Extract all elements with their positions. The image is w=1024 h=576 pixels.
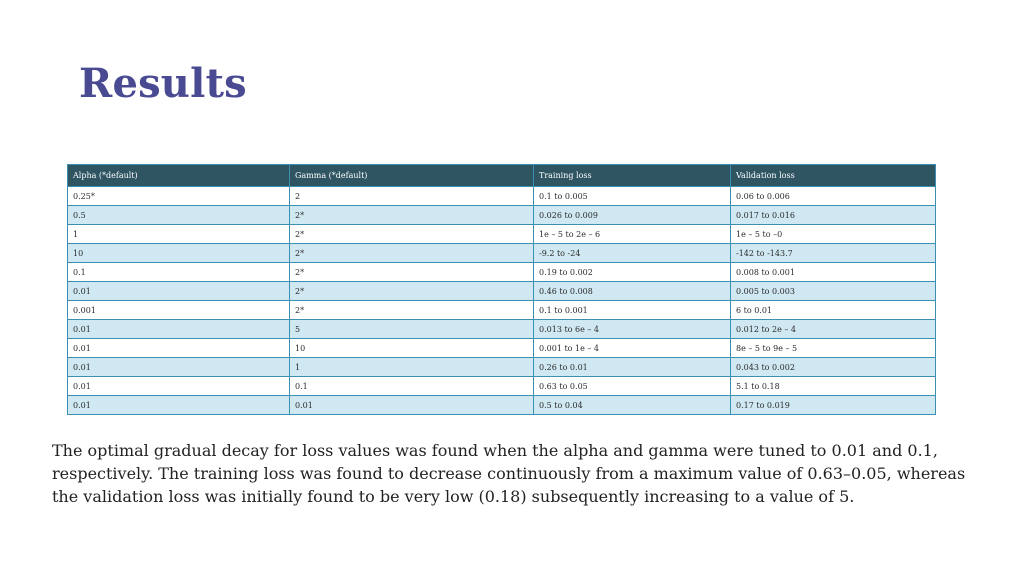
- cell-training-loss: 0.63 to 0.05: [534, 377, 731, 396]
- table-row: [68, 377, 936, 396]
- cell-gamma: 2*: [290, 225, 534, 244]
- cell-alpha: 0.5: [68, 206, 290, 225]
- cell-training-loss: 1e – 5 to 2e – 6: [534, 225, 731, 244]
- table-row: [68, 206, 936, 225]
- cell-gamma: 10: [290, 339, 534, 358]
- cell-gamma: 2*: [290, 244, 534, 263]
- cell-gamma: 2*: [290, 263, 534, 282]
- cell-validation-loss: 5.1 to 0.18: [731, 377, 936, 396]
- table-row: [68, 339, 936, 358]
- header-alpha: Alpha (*default): [68, 165, 290, 187]
- cell-training-loss: 0.026 to 0.009: [534, 206, 731, 225]
- cell-validation-loss: 6 to 0.01: [731, 301, 936, 320]
- cell-validation-loss: -142 to -143.7: [731, 244, 936, 263]
- cell-training-loss: 0.1 to 0.001: [534, 301, 731, 320]
- header-training-loss: Training loss: [534, 165, 731, 187]
- table-row: [68, 263, 936, 282]
- cell-training-loss: 0.26 to 0.01: [534, 358, 731, 377]
- cell-gamma: 2: [290, 187, 534, 206]
- cell-gamma: 2*: [290, 282, 534, 301]
- cell-training-loss: 0.5 to 0.04: [534, 396, 731, 415]
- cell-validation-loss: 0.043 to 0.002: [731, 358, 936, 377]
- table-row: [68, 358, 936, 377]
- results-summary-paragraph: The optimal gradual decay for loss values was found when the alpha and gamma were tuned to 0.01 and 0.1, respectively. The training loss was found to decrease continuously from a maximum value of 0.63–0.05, whereas the validation loss was initially found to be very low (0.18) subsequently increasing to a value of 5.: [52, 441, 966, 506]
- cell-alpha: 1: [68, 225, 290, 244]
- cell-alpha: 10: [68, 244, 290, 263]
- cell-alpha: 0.01: [68, 358, 290, 377]
- table-row: [68, 282, 936, 301]
- cell-alpha: 0.01: [68, 320, 290, 339]
- table-row: [68, 225, 936, 244]
- results-table: [67, 164, 936, 415]
- cell-alpha: 0.1: [68, 263, 290, 282]
- cell-alpha: 0.01: [68, 339, 290, 358]
- cell-training-loss: 0.1 to 0.005: [534, 187, 731, 206]
- cell-training-loss: 0.19 to 0.002: [534, 263, 731, 282]
- cell-gamma: 1: [290, 358, 534, 377]
- cell-validation-loss: 0.06 to 0.006: [731, 187, 936, 206]
- slide-title: Results: [79, 60, 247, 107]
- cell-alpha: 0.001: [68, 301, 290, 320]
- header-validation-loss: Validation loss: [731, 165, 936, 187]
- header-gamma: Gamma (*default): [290, 165, 534, 187]
- cell-validation-loss: 0.005 to 0.003: [731, 282, 936, 301]
- cell-gamma: 2*: [290, 301, 534, 320]
- cell-training-loss: 0.001 to 1e – 4: [534, 339, 731, 358]
- cell-alpha: 0.01: [68, 396, 290, 415]
- cell-alpha: 0.25*: [68, 187, 290, 206]
- table-header-row: [68, 165, 936, 187]
- table-row: [68, 244, 936, 263]
- cell-validation-loss: 0.012 to 2e – 4: [731, 320, 936, 339]
- cell-validation-loss: 0.17 to 0.019: [731, 396, 936, 415]
- cell-validation-loss: 1e – 5 to –0: [731, 225, 936, 244]
- cell-alpha: 0.01: [68, 377, 290, 396]
- cell-training-loss: 0.013 to 6e – 4: [534, 320, 731, 339]
- cell-gamma: 0.01: [290, 396, 534, 415]
- cell-gamma: 2*: [290, 206, 534, 225]
- cell-alpha: 0.01: [68, 282, 290, 301]
- table-row: [68, 187, 936, 206]
- cell-validation-loss: 0.017 to 0.016: [731, 206, 936, 225]
- table-row: [68, 320, 936, 339]
- cell-gamma: 5: [290, 320, 534, 339]
- cell-training-loss: -9.2 to -24: [534, 244, 731, 263]
- table-row: [68, 396, 936, 415]
- cell-validation-loss: 8e – 5 to 9e – 5: [731, 339, 936, 358]
- table-row: [68, 301, 936, 320]
- cell-validation-loss: 0.008 to 0.001: [731, 263, 936, 282]
- cell-gamma: 0.1: [290, 377, 534, 396]
- cell-training-loss: 0.46 to 0.008: [534, 282, 731, 301]
